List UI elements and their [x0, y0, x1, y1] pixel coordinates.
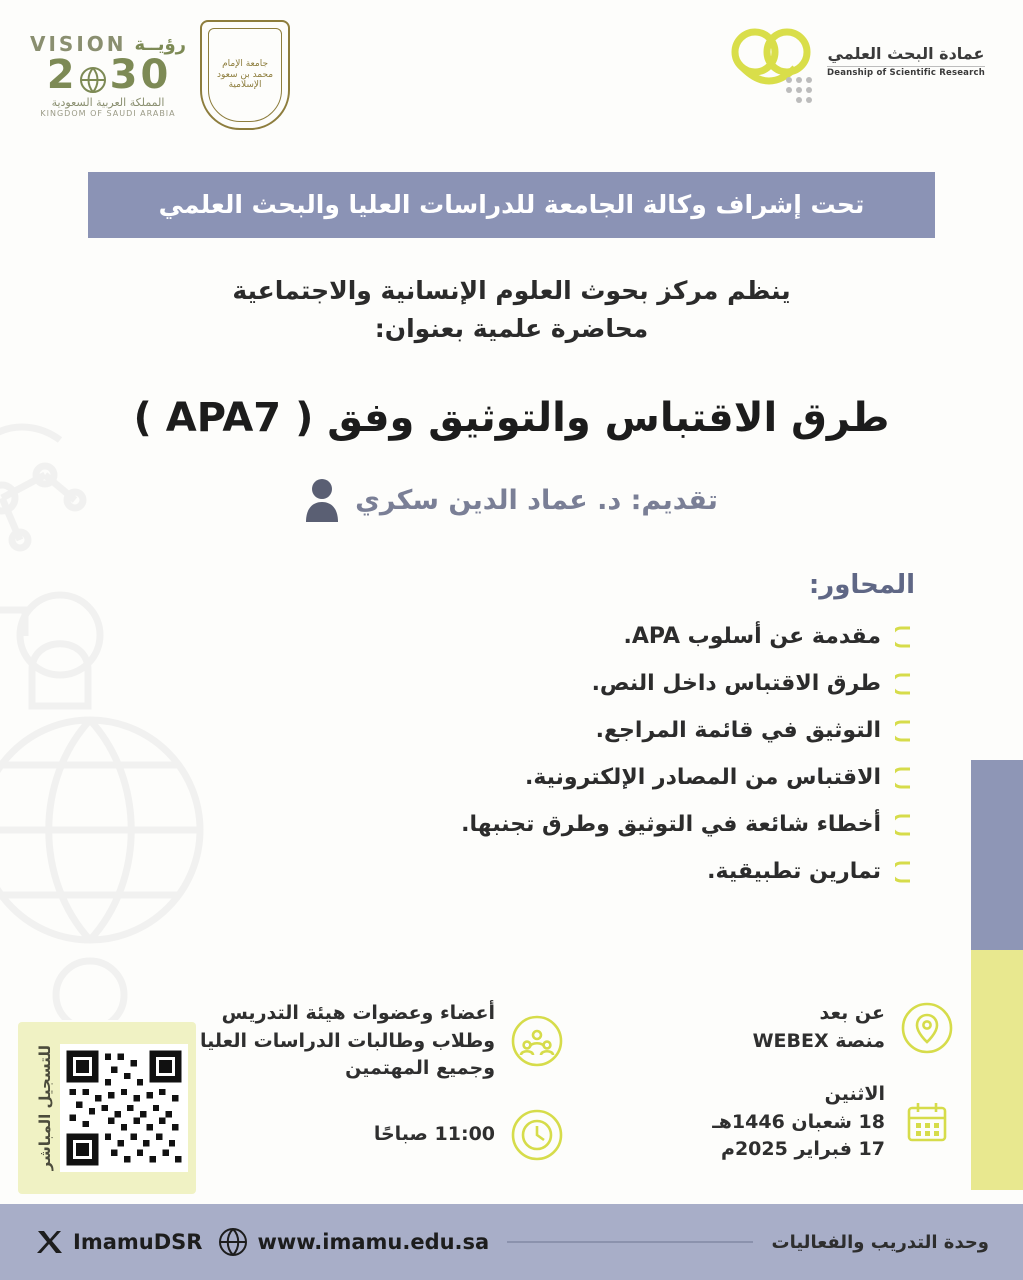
- chevron-bullet-icon: [895, 626, 915, 648]
- qr-registration-block[interactable]: [18, 1022, 196, 1194]
- lecture-title: طرق الاقتباس والتوثيق وفق ( APA7 ): [133, 395, 890, 441]
- detail-date-text: [712, 1081, 885, 1164]
- detail-audience-line3: وجميع المهتمين: [345, 1057, 496, 1080]
- detail-date-line3: 17 فبراير 2025م: [721, 1138, 885, 1161]
- university-crest-label: جامعة الإمام محمد بن سعود الإسلامية: [208, 28, 282, 122]
- vision-kingdom-en: KINGDOM OF SAUDI ARABIA: [40, 109, 176, 118]
- axes-heading: المحاور:: [808, 570, 915, 600]
- vision-word-ar: رؤيــة: [134, 33, 187, 55]
- axis-label: تمارين تطبيقية.: [707, 859, 881, 884]
- poster-footer: [0, 1204, 1023, 1280]
- list-item: [230, 718, 915, 743]
- vision-globe-icon: [78, 63, 108, 93]
- axis-label: مقدمة عن أسلوب APA.: [623, 624, 881, 649]
- accent-bar-yellow: [971, 950, 1023, 1190]
- details-column-left: [200, 1000, 563, 1164]
- vision-word-en: VISION: [30, 32, 127, 56]
- detail-audience-text: [200, 1000, 495, 1083]
- footer-divider: [507, 1241, 753, 1243]
- chevron-bullet-icon: [895, 720, 915, 742]
- detail-date-line2: 18 شعبان 1446هـ: [712, 1110, 885, 1133]
- location-pin-icon: [901, 1002, 953, 1054]
- list-item: [230, 859, 915, 884]
- detail-location-line2: منصة WEBEX: [752, 1029, 885, 1052]
- axes-list: [230, 624, 915, 906]
- footer-social-link[interactable]: [34, 1227, 202, 1257]
- chevron-bullet-icon: [895, 861, 915, 883]
- detail-date-line1: الاثنين: [824, 1083, 885, 1106]
- qr-label: للتسجيل المباشر: [36, 1045, 54, 1171]
- header-right-logos: [30, 20, 290, 130]
- university-crest-icon: [200, 20, 290, 130]
- calendar-icon: [901, 1096, 953, 1148]
- vision-kingdom-ar: المملكة العربية السعودية: [51, 96, 165, 109]
- detail-location-line1: عن بعد: [819, 1002, 885, 1024]
- list-item: [230, 671, 915, 696]
- chevron-bullet-icon: [895, 767, 915, 789]
- footer-links: [34, 1227, 489, 1257]
- details-column-right: [712, 1000, 953, 1164]
- intro-line-2: محاضرة علمية بعنوان:: [374, 313, 649, 343]
- clock-icon: [511, 1109, 563, 1161]
- vision-number: 2 3 0: [46, 52, 170, 98]
- detail-date: [712, 1081, 953, 1164]
- footer-website-link[interactable]: [218, 1227, 489, 1257]
- supervision-banner: تحت إشراف وكالة الجامعة للدراسات العليا والبحث العلمي: [88, 172, 935, 238]
- detail-audience-line2: وطلاب وطالبات الدراسات العليا: [200, 1029, 496, 1052]
- intro-line-1: ينظم مركز بحوث العلوم الإنسانية والاجتماعية: [232, 276, 791, 305]
- qr-code-icon[interactable]: [60, 1044, 188, 1172]
- footer-unit-label: وحدة التدريب والفعاليات: [771, 1231, 989, 1253]
- axis-label: أخطاء شائعة في التوثيق وطرق تجنبها.: [461, 812, 881, 837]
- detail-time: [200, 1109, 563, 1161]
- chevron-bullet-icon: [895, 673, 915, 695]
- list-item: [230, 765, 915, 790]
- detail-location-text: [753, 1000, 885, 1055]
- globe-icon: [218, 1227, 248, 1257]
- axis-label: الاقتباس من المصادر الإلكترونية.: [524, 765, 881, 790]
- person-icon: [305, 478, 339, 522]
- detail-audience-line1: أعضاء وعضوات هيئة التدريس: [221, 1002, 496, 1024]
- dsr-logo-arabic-label: عمادة البحث العلمي: [827, 44, 985, 64]
- audience-target-icon: [511, 1015, 563, 1067]
- list-item: [230, 624, 915, 649]
- detail-audience: [200, 1000, 563, 1083]
- right-accent-bars: [971, 760, 1023, 1190]
- dsr-logo-english-label: Deanship of Scientific Research: [826, 67, 985, 78]
- accent-bar-blue: [971, 760, 1023, 950]
- presenter-row: [0, 478, 1023, 522]
- details-section: [200, 1000, 953, 1164]
- x-twitter-icon: [34, 1227, 64, 1257]
- dsr-logo: [725, 22, 985, 108]
- chevron-bullet-icon: [895, 814, 915, 836]
- footer-social-handle: ImamuDSR: [73, 1230, 203, 1254]
- intro-block: [60, 272, 963, 347]
- vision-2030-logo: [30, 32, 186, 118]
- presenter-name: تقديم: د. عماد الدين سكري: [355, 484, 718, 516]
- detail-time-text: [374, 1121, 495, 1149]
- axis-label: التوثيق في قائمة المراجع.: [595, 718, 881, 743]
- axis-label: طرق الاقتباس داخل النص.: [591, 671, 881, 696]
- poster-header: [0, 0, 1023, 160]
- footer-website-url: www.imamu.edu.sa: [257, 1230, 490, 1254]
- list-item: [230, 812, 915, 837]
- dsr-logo-icon: [725, 22, 817, 108]
- detail-location: [712, 1000, 953, 1055]
- detail-time-line1: 11:00 صباحًا: [373, 1122, 496, 1145]
